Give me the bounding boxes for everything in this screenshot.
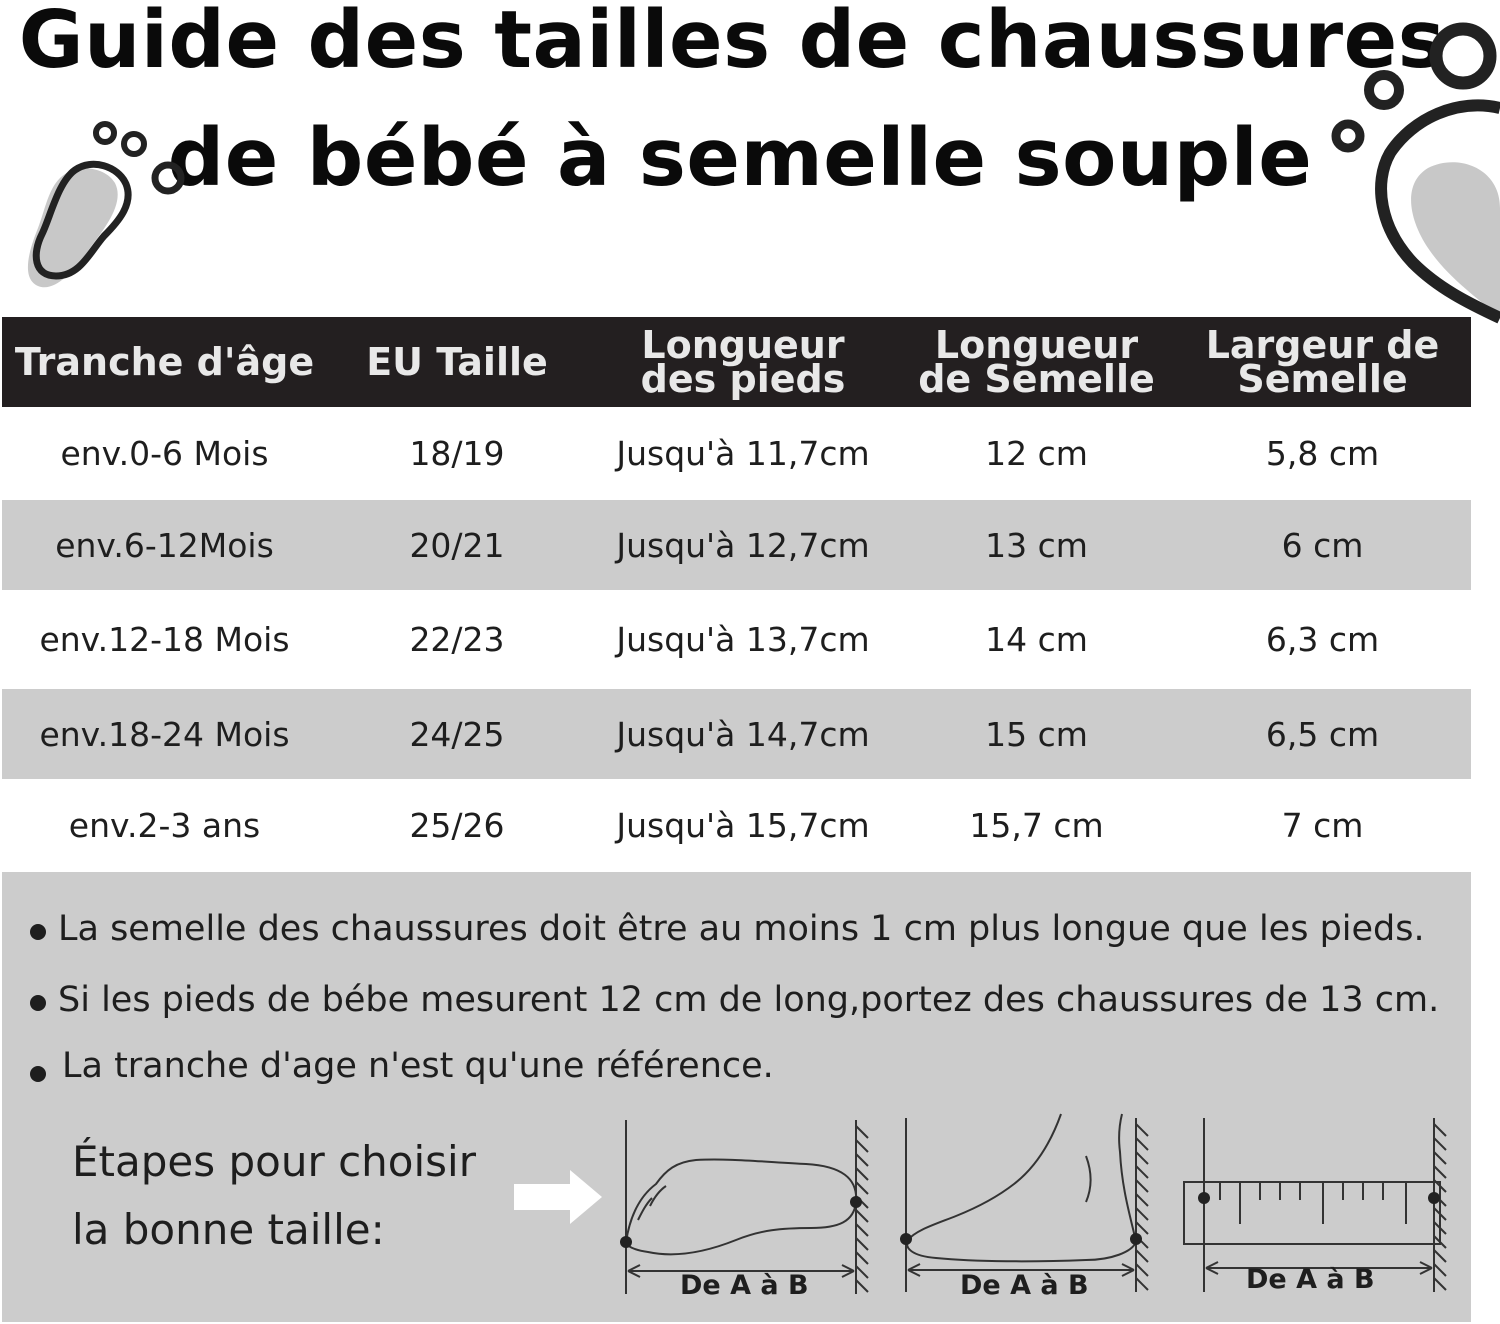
- diagram-label: De A à B: [1246, 1264, 1375, 1295]
- cell-sole-width: 7 cm: [1174, 779, 1471, 872]
- table-row: [2, 590, 1471, 689]
- bullet-icon: [30, 1066, 46, 1082]
- cell-eu: 24/25: [327, 689, 587, 779]
- cell-sole-width: 6 cm: [1174, 500, 1471, 590]
- header-foot-length-line1: Longueur: [641, 323, 845, 367]
- table-row: [2, 779, 1471, 872]
- cell-foot-length: Jusqu'à 12,7cm: [587, 500, 899, 590]
- note-text: La tranche d'age n'est qu'une référence.: [62, 1046, 774, 1086]
- bullet-icon: [30, 995, 46, 1011]
- header-sole-length: [899, 317, 1174, 407]
- diagram-label: De A à B: [680, 1270, 809, 1301]
- steps-label-line2: la bonne taille:: [72, 1205, 385, 1254]
- cell-age: env.0-6 Mois: [2, 407, 327, 500]
- steps-label: [72, 1128, 476, 1264]
- header-age-label: Tranche d'âge: [14, 340, 315, 384]
- cell-sole-length: 15,7 cm: [899, 779, 1174, 872]
- cell-sole-length: 14 cm: [899, 590, 1174, 689]
- page-title-line-2: de bébé à semelle souple: [167, 112, 1313, 204]
- cell-eu: 22/23: [327, 590, 587, 689]
- size-table: [2, 317, 1471, 872]
- cell-eu: 25/26: [327, 779, 587, 872]
- header-eu-size: [327, 317, 587, 407]
- table-header-row: [2, 317, 1471, 407]
- cell-age: env.6-12Mois: [2, 500, 327, 590]
- table-row: [2, 500, 1471, 590]
- cell-sole-length: 12 cm: [899, 407, 1174, 500]
- cell-eu: 18/19: [327, 407, 587, 500]
- cell-sole-length: 15 cm: [899, 689, 1174, 779]
- cell-sole-length: 13 cm: [899, 500, 1174, 590]
- cell-sole-width: 6,5 cm: [1174, 689, 1471, 779]
- header-foot-length-line2: des pieds: [640, 357, 846, 401]
- note-item: [58, 980, 1439, 1020]
- header-sole-length-line1: Longueur: [934, 323, 1139, 367]
- steps-label-line1: Étapes pour choisir: [72, 1137, 476, 1186]
- diagram-label: De A à B: [960, 1270, 1089, 1301]
- note-text: Si les pieds de bébe mesurent 12 cm de long,portez des chaussures de 13 cm.: [58, 980, 1440, 1020]
- cell-sole-width: 5,8 cm: [1174, 407, 1471, 500]
- cell-age: env.12-18 Mois: [2, 590, 327, 689]
- header-age-range: [2, 317, 327, 407]
- cell-age: env.2-3 ans: [2, 779, 327, 872]
- header-eu-label: EU Taille: [366, 340, 548, 384]
- cell-foot-length: Jusqu'à 15,7cm: [587, 779, 899, 872]
- cell-foot-length: Jusqu'à 14,7cm: [587, 689, 899, 779]
- table-row: [2, 407, 1471, 500]
- cell-eu: 20/21: [327, 500, 587, 590]
- header-sole-width-line1: Largeur de: [1205, 323, 1440, 367]
- baby-footprint-icon: [20, 118, 195, 298]
- page-title-line-1: Guide des tailles de chaussures: [18, 0, 1446, 86]
- note-item: [62, 1046, 774, 1086]
- right-arrow-icon: [512, 1168, 604, 1226]
- note-text: La semelle des chaussures doit être au moins 1 cm plus longue que les pieds.: [58, 909, 1425, 949]
- cell-sole-width: 6,3 cm: [1174, 590, 1471, 689]
- header-sole-width-line2: Semelle: [1237, 357, 1408, 401]
- cell-foot-length: Jusqu'à 11,7cm: [587, 407, 899, 500]
- header-foot-length: [587, 317, 899, 407]
- header-sole-width: [1174, 317, 1471, 407]
- bullet-icon: [30, 924, 46, 940]
- table-row: [2, 689, 1471, 779]
- note-item: [58, 909, 1425, 949]
- cell-age: env.18-24 Mois: [2, 689, 327, 779]
- baby-footprint-icon: [1318, 18, 1500, 328]
- header-sole-length-line2: de Semelle: [918, 357, 1155, 401]
- cell-foot-length: Jusqu'à 13,7cm: [587, 590, 899, 689]
- notes-panel: [2, 872, 1471, 1322]
